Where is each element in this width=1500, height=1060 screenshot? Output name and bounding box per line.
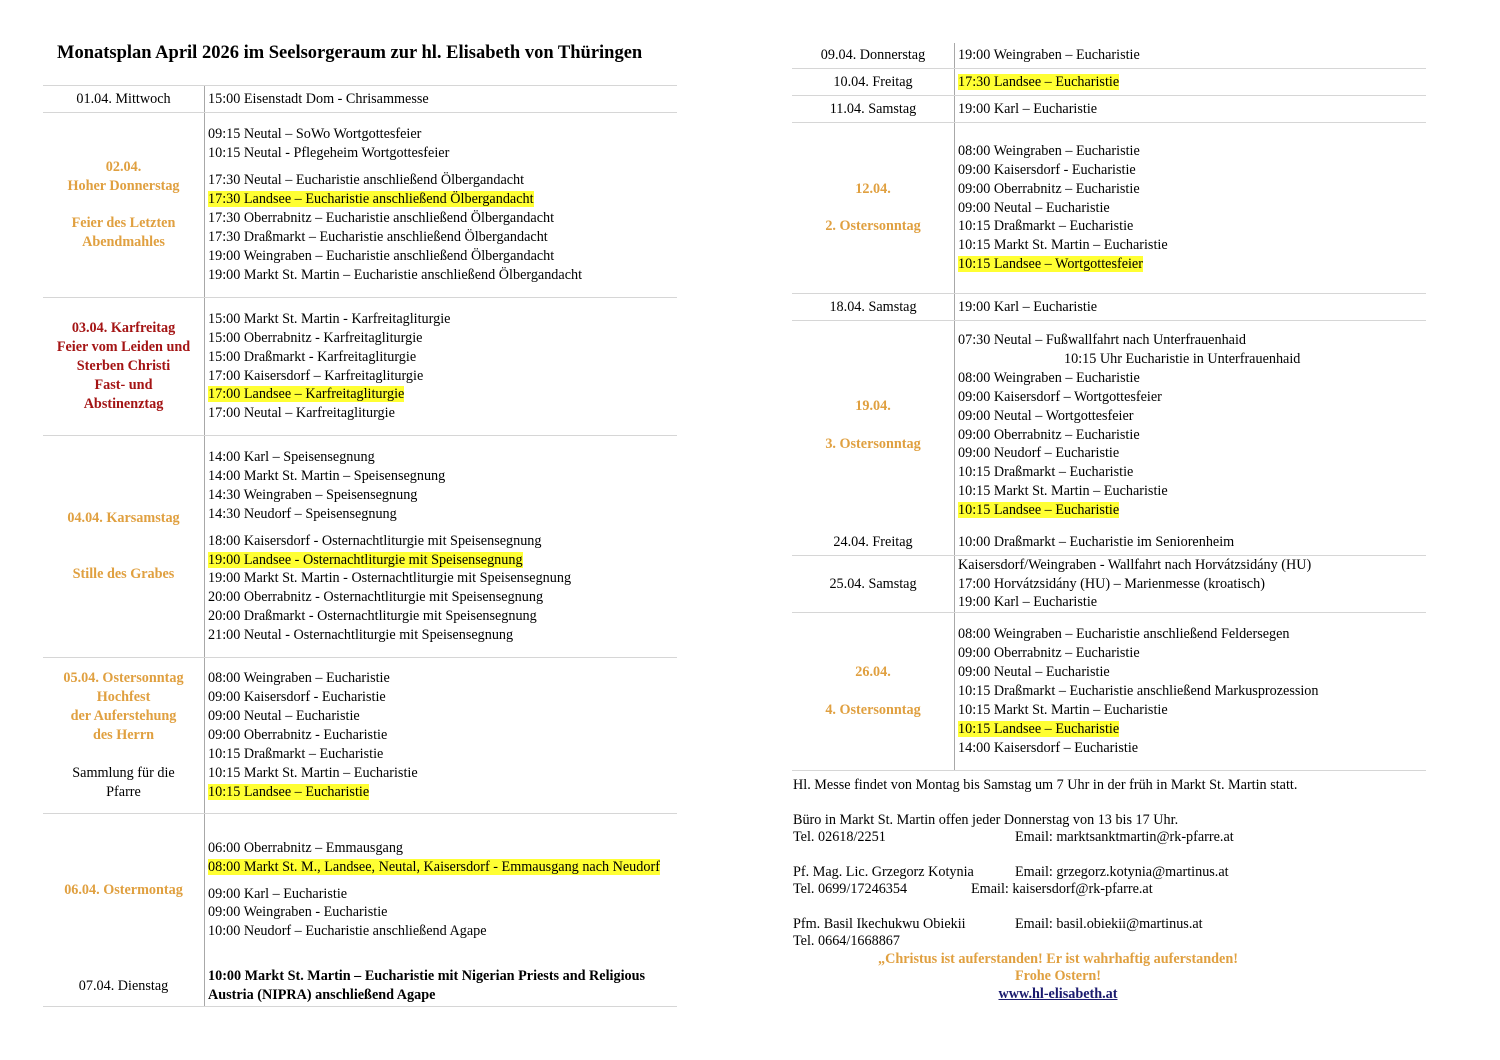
- event-text: 10:15 Markt St. Martin – Eucharistie: [958, 701, 1168, 718]
- event-text: 06:00 Oberrabnitz – Emmausgang: [208, 839, 404, 856]
- event-item: [958, 199, 1426, 218]
- event-text: Kaisersdorf/Weingraben - Wallfahrt nach Horvátzsidány (HU): [958, 556, 1312, 573]
- event-text: 09:00 Oberrabnitz – Eucharistie: [958, 645, 1140, 662]
- event-gap: [208, 524, 677, 532]
- day-label-line: 26.04.: [855, 664, 891, 681]
- events-cell: [954, 530, 1426, 555]
- highlighted-event-text: 17:00 Landsee – Karfreitagliturgie: [208, 386, 405, 403]
- day-label-line: 05.04. Ostersonntag: [63, 670, 184, 687]
- event-text: 19:00 Weingraben – Eucharistie anschließend Ölbergandacht: [208, 247, 555, 264]
- event-item: [208, 967, 677, 1005]
- event-text: 14:30 Weingraben – Speisensegnung: [208, 486, 418, 503]
- day-row: [792, 96, 1426, 123]
- event-text: 09:00 Kaisersdorf - Eucharistie: [958, 161, 1136, 178]
- event-text: 14:00 Karl – Speisensegnung: [208, 448, 375, 465]
- event-item: [958, 739, 1426, 758]
- event-text: 09:00 Kaisersdorf – Wortgottesfeier: [958, 388, 1162, 405]
- event-text: 10:00 Draßmarkt – Eucharistie im Seniorenheim: [958, 534, 1235, 551]
- event-item: [958, 575, 1426, 594]
- event-item: [958, 100, 1426, 119]
- event-item: [208, 626, 677, 645]
- event-item: [208, 348, 677, 367]
- event-item: [208, 707, 677, 726]
- day-label-line: 02.04.: [105, 158, 142, 175]
- day-label: [792, 69, 954, 95]
- event-item: [208, 669, 677, 688]
- day-label: [43, 86, 204, 112]
- day-label-line: 09.04. Donnerstag: [820, 47, 926, 64]
- pf-name: Pf. Mag. Lic. Grzegorz Kotynia: [793, 863, 974, 880]
- event-item: [208, 839, 677, 858]
- event-item: [208, 505, 677, 524]
- schedule-table-right: [792, 43, 1426, 771]
- event-item: [958, 556, 1426, 575]
- event-text: 20:00 Draßmarkt - Osternachtliturgie mit Speisensegnung: [208, 608, 537, 625]
- day-label: [792, 613, 954, 770]
- event-text: 08:00 Weingraben – Eucharistie anschließend Feldersegen: [958, 626, 1290, 643]
- day-label: [792, 96, 954, 122]
- page-title: Monatsplan April 2026 im Seelsorgeraum zur hl. Elisabeth von Thüringen: [57, 43, 643, 63]
- day-label-line: Feier vom Leiden und: [56, 339, 191, 356]
- event-item: [958, 463, 1426, 482]
- pfm-phone: Tel. 0664/1668867: [793, 933, 900, 949]
- event-item: [958, 161, 1426, 180]
- event-item: [958, 255, 1426, 274]
- day-label: [792, 530, 954, 555]
- event-text: 08:00 Weingraben – Eucharistie: [208, 670, 390, 687]
- event-item: [208, 404, 677, 423]
- event-text: 08:00 Weingraben – Eucharistie: [958, 369, 1140, 386]
- event-text: 18:00 Kaisersdorf - Osternachtliturgie mit Speisensegnung: [208, 532, 542, 549]
- event-text: 17:30 Neutal – Eucharistie anschließend Ölbergandacht: [208, 172, 525, 189]
- event-text: 09:00 Oberrabnitz - Eucharistie: [208, 727, 388, 744]
- day-label-line: 10.04. Freitag: [833, 73, 913, 90]
- office-phone: Tel. 02618/2251: [793, 829, 886, 845]
- highlighted-event-text: 10:15 Landsee – Eucharistie: [958, 720, 1120, 737]
- event-item: [208, 448, 677, 467]
- event-text: 09:00 Neutal – Eucharistie: [958, 664, 1110, 681]
- event-item: [208, 228, 677, 247]
- event-text: 09:00 Oberrabnitz – Eucharistie: [958, 426, 1140, 443]
- event-text: 08:00 Weingraben – Eucharistie: [958, 142, 1140, 159]
- event-item: [208, 310, 677, 329]
- event-item: [958, 217, 1426, 236]
- event-text: 19:00 Karl – Eucharistie: [958, 100, 1098, 117]
- day-label-line: Hoher Donnerstag: [67, 177, 180, 194]
- day-label: [792, 43, 954, 68]
- event-item: [958, 350, 1426, 369]
- event-item: [958, 533, 1426, 552]
- day-row: [792, 556, 1426, 613]
- office-email[interactable]: Email: marktsanktmartin@rk-pfarre.at: [1015, 829, 1234, 845]
- day-label: [792, 294, 954, 320]
- day-label-line: Sterben Christi: [76, 358, 171, 375]
- event-item: [958, 663, 1426, 682]
- event-text: 15:00 Draßmarkt - Karfreitagliturgie: [208, 348, 417, 365]
- event-item: [208, 329, 677, 348]
- event-item: [208, 903, 677, 922]
- day-label-line: Stille des Grabes: [72, 566, 175, 583]
- day-label-line: 18.04. Samstag: [829, 298, 917, 315]
- event-text: 17:00 Kaisersdorf – Karfreitagliturgie: [208, 367, 424, 384]
- event-item: [208, 385, 677, 404]
- highlighted-event-text: 19:00 Landsee - Osternachtliturgie mit Speisensegnung: [208, 551, 523, 568]
- event-text: 10:15 Draßmarkt – Eucharistie: [958, 218, 1134, 235]
- day-label-line: [871, 199, 875, 218]
- pf-phone: Tel. 0699/17246354: [793, 881, 908, 897]
- events-cell: [204, 966, 677, 1006]
- event-item: [208, 588, 677, 607]
- event-item: [958, 298, 1426, 317]
- event-item: [208, 532, 677, 551]
- event-text: 21:00 Neutal - Osternachtliturgie mit Speisensegnung: [208, 627, 514, 644]
- day-label-line: 11.04. Samstag: [829, 100, 917, 117]
- event-item: [958, 482, 1426, 501]
- events-cell: [204, 436, 677, 657]
- day-row: [792, 613, 1426, 771]
- events-cell: [954, 96, 1426, 122]
- event-item: [208, 764, 677, 783]
- day-label: [43, 113, 204, 297]
- event-text: 09:00 Neutal – Wortgottesfeier: [958, 407, 1134, 424]
- day-label-line: 19.04.: [855, 398, 891, 415]
- highlighted-event-text: 17:30 Landsee – Eucharistie: [958, 73, 1120, 90]
- event-text: 17:30 Draßmarkt – Eucharistie anschließend Ölbergandacht: [208, 228, 548, 245]
- day-label-line: [122, 547, 126, 566]
- day-label-line: 01.04. Mittwoch: [76, 90, 171, 107]
- day-label-line: der Auferstehung: [70, 708, 177, 725]
- event-item: [958, 388, 1426, 407]
- day-label-line: 24.04. Freitag: [833, 534, 913, 551]
- day-label: [43, 814, 204, 966]
- event-text: 19:00 Karl – Eucharistie: [958, 594, 1098, 611]
- event-text: 09:15 Neutal – SoWo Wortgottesfeier: [208, 126, 422, 143]
- event-text: 10:15 Draßmarkt – Eucharistie: [958, 464, 1134, 481]
- event-text: 10:15 Draßmarkt – Eucharistie: [208, 745, 384, 762]
- event-item: [208, 90, 677, 109]
- event-item: [208, 486, 677, 505]
- highlighted-event-text: 10:15 Landsee – Eucharistie: [958, 502, 1120, 519]
- day-row: [792, 294, 1426, 321]
- event-text: 10:15 Markt St. Martin – Eucharistie: [208, 764, 418, 781]
- event-gap: [208, 163, 677, 171]
- day-row: [43, 658, 677, 814]
- event-text: 14:30 Neudorf – Speisensegnung: [208, 505, 397, 522]
- event-gap: [208, 877, 677, 885]
- day-row: [43, 814, 677, 966]
- event-text: 15:00 Eisenstadt Dom - Chrisammesse: [208, 90, 429, 107]
- day-row: [792, 69, 1426, 96]
- day-label: [792, 123, 954, 293]
- events-cell: [204, 658, 677, 813]
- day-label-line: Hochfest: [96, 689, 151, 706]
- event-item: [958, 682, 1426, 701]
- event-item: [208, 247, 677, 266]
- events-cell: [204, 298, 677, 435]
- pf-email[interactable]: Email: grzegorz.kotynia@martinus.at: [1015, 863, 1229, 880]
- event-text: 15:00 Oberrabnitz - Karfreitagliturgie: [208, 329, 423, 346]
- event-text: 10:15 Neutal - Pflegeheim Wortgottesfeier: [208, 145, 450, 162]
- day-label-line: 04.04. Karsamstag: [67, 509, 180, 526]
- day-label-line: 25.04. Samstag: [829, 575, 917, 592]
- pfm-name: Pfm. Basil Ikechukwu Obiekii: [793, 915, 966, 932]
- day-row: [43, 966, 677, 1007]
- mass-note: Hl. Messe findet von Montag bis Samstag um 7 Uhr in der früh in Markt St. Martin statt.: [793, 777, 1298, 793]
- event-item: [958, 426, 1426, 445]
- day-label-line: 3. Ostersonntag: [825, 435, 921, 452]
- event-text: 15:00 Markt St. Martin - Karfreitagliturgie: [208, 310, 451, 327]
- pfm-email[interactable]: Email: basil.obiekii@martinus.at: [1015, 915, 1203, 932]
- event-item: [958, 593, 1426, 612]
- collection-note: Pfarre: [106, 783, 141, 800]
- event-text: 10:00 Markt St. Martin – Eucharistie mit Nigerian Priests and Religious Austria (NIPRA) anschließend Agape: [208, 968, 646, 1003]
- footer-info: [793, 777, 1353, 1003]
- event-text: 19:00 Weingraben – Eucharistie: [958, 47, 1140, 64]
- website-link[interactable]: www.hl-elisabeth.at: [998, 985, 1118, 1002]
- day-row: [43, 85, 677, 113]
- event-text: 07:30 Neutal – Fußwallfahrt nach Unterfrauenhaid: [958, 331, 1246, 348]
- day-row: [792, 43, 1426, 69]
- event-text: 14:00 Markt St. Martin – Speisensegnung: [208, 467, 446, 484]
- event-item: [958, 180, 1426, 199]
- day-row: [43, 113, 677, 298]
- event-item: [958, 331, 1426, 350]
- day-row: [792, 123, 1426, 294]
- event-item: [958, 444, 1426, 463]
- day-label-line: 4. Ostersonntag: [825, 701, 921, 718]
- events-cell: [204, 814, 677, 966]
- event-item: [208, 266, 677, 285]
- day-label-line: 07.04. Dienstag: [78, 977, 169, 994]
- event-item: [958, 236, 1426, 255]
- day-row: [43, 436, 677, 658]
- event-text: 17:00 Neutal – Karfreitagliturgie: [208, 405, 395, 422]
- event-text: 19:00 Markt St. Martin - Osternachtliturgie mit Speisensegnung: [208, 570, 572, 587]
- event-item: [208, 467, 677, 486]
- collection-note: Sammlung für die: [72, 764, 175, 781]
- event-text: 09:00 Neutal – Eucharistie: [208, 708, 360, 725]
- event-item: [958, 501, 1426, 520]
- event-text: 09:00 Neutal – Eucharistie: [958, 199, 1110, 216]
- events-cell: [954, 69, 1426, 95]
- day-label-line: [122, 528, 126, 547]
- event-item: [208, 745, 677, 764]
- events-cell: [954, 321, 1426, 530]
- highlighted-event-text: 10:15 Landsee – Wortgottesfeier: [958, 256, 1143, 273]
- day-label: [43, 966, 204, 1006]
- pf-email-kaisersdorf[interactable]: Email: kaisersdorf@rk-pfarre.at: [971, 881, 1153, 897]
- event-item: [958, 644, 1426, 663]
- event-item: [208, 688, 677, 707]
- event-item: [208, 783, 677, 802]
- event-text: 19:00 Markt St. Martin – Eucharistie anschließend Ölbergandacht: [208, 266, 583, 283]
- event-item: [208, 209, 677, 228]
- event-item: [208, 858, 677, 877]
- day-label-line: Fast- und: [94, 376, 153, 393]
- day-label: [792, 556, 954, 612]
- events-cell: [954, 556, 1426, 612]
- events-cell: [954, 294, 1426, 320]
- day-label-line: des Herrn: [92, 727, 155, 744]
- events-cell: [204, 86, 677, 112]
- day-label: [43, 298, 204, 435]
- event-item: [958, 407, 1426, 426]
- event-item: [958, 369, 1426, 388]
- event-text: 09:00 Kaisersdorf - Eucharistie: [208, 689, 386, 706]
- event-item: [958, 73, 1426, 92]
- event-item: [958, 142, 1426, 161]
- day-label: [792, 321, 954, 530]
- event-text: 10:00 Neudorf – Eucharistie anschließend Agape: [208, 923, 487, 940]
- event-text: 14:00 Kaisersdorf – Eucharistie: [958, 739, 1139, 756]
- office-hours: Büro in Markt St. Martin offen jeder Donnerstag von 13 bis 17 Uhr.: [793, 811, 1179, 828]
- day-label-line: 03.04. Karfreitag: [71, 320, 176, 337]
- events-cell: [954, 43, 1426, 68]
- event-text: 09:00 Karl – Eucharistie: [208, 885, 348, 902]
- highlighted-event-text: 17:30 Landsee – Eucharistie anschließend Ölbergandacht: [208, 191, 534, 208]
- event-text: 10:15 Markt St. Martin – Eucharistie: [958, 237, 1168, 254]
- event-item: [958, 720, 1426, 739]
- event-item: [208, 569, 677, 588]
- event-text: 19:00 Karl – Eucharistie: [958, 298, 1098, 315]
- day-label-line: 06.04. Ostermontag: [64, 881, 183, 898]
- event-text: 10:15 Markt St. Martin – Eucharistie: [958, 483, 1168, 500]
- event-item: [208, 144, 677, 163]
- highlighted-event-text: 08:00 Markt St. M., Landsee, Neutal, Kaisersdorf - Emmausgang nach Neudorf: [208, 858, 660, 875]
- event-item: [208, 125, 677, 144]
- day-label-line: Abendmahles: [82, 234, 165, 251]
- event-item: [208, 726, 677, 745]
- day-row: [792, 530, 1426, 556]
- day-label-line: 2. Ostersonntag: [825, 218, 921, 235]
- event-item: [208, 922, 677, 941]
- day-label-line: Abstinenztag: [83, 395, 164, 412]
- event-item: [208, 885, 677, 904]
- day-label: [43, 436, 204, 657]
- events-cell: [954, 123, 1426, 293]
- event-text: 17:30 Oberrabnitz – Eucharistie anschließend Ölbergandacht: [208, 210, 555, 226]
- event-text: 09:00 Weingraben - Eucharistie: [208, 904, 388, 921]
- day-label-line: [871, 416, 875, 435]
- event-text: 20:00 Oberrabnitz - Osternachtliturgie mit Speisensegnung: [208, 589, 544, 606]
- event-item: [208, 551, 677, 570]
- easter-greeting: „Christus ist auferstanden! Er ist wahrhaftig auferstanden!: [878, 950, 1238, 967]
- event-text: 09:00 Oberrabnitz – Eucharistie: [958, 180, 1140, 197]
- event-item: [208, 607, 677, 626]
- day-label: [43, 658, 204, 813]
- event-item: [208, 171, 677, 190]
- day-row: [43, 298, 677, 436]
- easter-greeting-2: Frohe Ostern!: [1014, 968, 1102, 984]
- day-row: [792, 321, 1426, 530]
- event-text: 10:15 Uhr Eucharistie in Unterfrauenhaid: [1064, 350, 1301, 367]
- event-item: [958, 625, 1426, 644]
- event-item: [958, 701, 1426, 720]
- event-text: 09:00 Neudorf – Eucharistie: [958, 445, 1120, 462]
- day-label-line: [871, 682, 875, 701]
- events-cell: [204, 113, 677, 297]
- events-cell: [954, 613, 1426, 770]
- day-label-line: 12.04.: [855, 180, 891, 197]
- event-item: [208, 190, 677, 209]
- event-item: [208, 367, 677, 386]
- schedule-table-left: [43, 85, 677, 1007]
- day-label-line: Feier des Letzten: [71, 215, 176, 232]
- day-label-line: [122, 196, 126, 215]
- event-item: [958, 46, 1426, 65]
- highlighted-event-text: 10:15 Landsee – Eucharistie: [208, 783, 370, 800]
- event-text: 17:00 Horvátzsidány (HU) – Marienmesse (kroatisch): [958, 575, 1265, 592]
- event-text: 10:15 Draßmarkt – Eucharistie anschließend Markusprozession: [958, 683, 1319, 700]
